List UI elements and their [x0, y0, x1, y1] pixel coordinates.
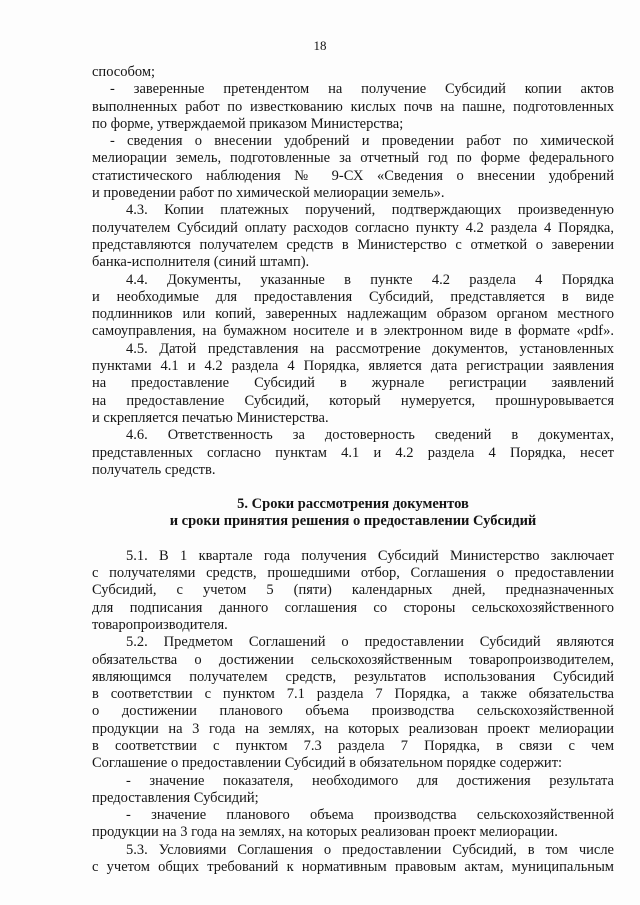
text-line: продукции на 3 года на землях, на которых реализован проект мелиорации.: [92, 824, 558, 841]
text-line: в соответствии с пунктом 7.1 раздела 7 Порядка, а также обязательства: [92, 686, 614, 703]
text-line: - значение показателя, необходимого для достижения результата: [126, 772, 614, 789]
text-line: 4.5. Датой представления на рассмотрение документов, установленных: [126, 340, 614, 357]
text-line: выполненных работ по известкованию кислых почв на пашне, подготовленных: [92, 98, 614, 115]
text-line: и скрепляется печатью Министерства.: [92, 409, 329, 426]
page-number: 18: [313, 38, 327, 53]
text-line: способом;: [92, 64, 156, 80]
text-line: 4.4. Документы, указанные в пункте 4.2 раздела 4 Порядка: [126, 271, 614, 288]
text-line: и необходимые для предоставления Субсидий, представляется в виде: [92, 288, 614, 305]
text-line: на предоставление Субсидий в журнале регистрации заявлений: [92, 375, 614, 392]
text-line: товаропроизводителя.: [92, 616, 228, 633]
text-line: - заверенные претендентом на получение Субсидий копии актов: [110, 81, 614, 98]
text-line: банка-исполнителя (синий штамп).: [92, 254, 310, 271]
text-line: для подписания данного соглашения со стороны сельскохозяйственного: [92, 599, 614, 616]
text-line: обязательства о достижении сельскохозяйственным товаропроизводителем,: [92, 651, 614, 668]
text-line: предоставления Субсидий;: [92, 789, 259, 806]
text-line: представляются получателем средств в Министерство с отметкой о заверении: [92, 236, 614, 253]
text-line: с учетом общих требований к нормативным правовым актам, муниципальным: [92, 859, 614, 876]
text-line: являющимся получателем средств, результатов использования Субсидий: [92, 668, 614, 685]
paragraphs-section-4: [92, 64, 614, 479]
text-line: - сведения о внесении удобрений и проведении работ по химической: [110, 133, 614, 150]
text-line: о достижении планового объема производства сельскохозяйственной: [92, 703, 614, 720]
text-line: пунктами 4.1 и 4.2 раздела 4 Порядка, является дата регистрации заявления: [92, 358, 614, 375]
section-heading-line: 5. Сроки рассмотрения документов: [237, 496, 469, 513]
text-line: получателем Субсидий оплату расходов согласно пункту 4.2 раздела 4 Порядка,: [92, 219, 614, 236]
document-body: [92, 64, 614, 876]
text-line: самоуправления, на бумажном носителе и в электронном виде в формате «pdf».: [92, 323, 614, 340]
text-line: по форме, утверждаемой приказом Министерства;: [92, 115, 404, 132]
text-line: 4.3. Копии платежных поручений, подтверждающих произведенную: [126, 202, 614, 219]
text-line: - значение планового объема производства сельскохозяйственной: [126, 807, 614, 824]
paragraphs-section-5: [92, 548, 614, 877]
text-line: 4.6. Ответственность за достоверность сведений в документах,: [126, 427, 614, 444]
section-heading-line: и сроки принятия решения о предоставлении Субсидий: [169, 513, 537, 530]
text-line: получатель средств.: [92, 461, 216, 478]
text-line: представленных согласно пунктам 4.1 и 4.2 раздела 4 Порядка, несет: [92, 444, 614, 461]
text-line: Соглашение о предоставлении Субсидий в обязательном порядке содержит:: [92, 755, 563, 772]
text-line: Субсидий, с учетом 5 (пяти) календарных дней, предназначенных: [92, 582, 614, 599]
text-line: продукции на 3 года на землях, на которых реализован проект мелиорации: [92, 720, 614, 737]
spacer: [92, 479, 614, 496]
text-line: статистического наблюдения № 9-СХ «Сведения о внесении удобрений: [92, 167, 614, 184]
text-line: 5.3. Условиями Соглашения о предоставлении Субсидий, в том числе: [126, 841, 614, 858]
text-line: в соответствии с пунктом 7.3 раздела 7 Порядка, в связи с чем: [92, 737, 614, 754]
text-line: на предоставление Субсидий, который нумеруется, прошнуровывается: [92, 392, 614, 409]
spacer: [92, 531, 614, 548]
text-line: 5.1. В 1 квартале года получения Субсидий Министерство заключает: [126, 547, 614, 564]
text-line: подлинников или копий, заверенных надлежащим образом органом местного: [92, 306, 614, 323]
text-line: 5.2. Предметом Соглашений о предоставлении Субсидий являются: [126, 634, 614, 651]
text-line: и проведении работ по химической мелиорации земель».: [92, 185, 445, 202]
section-heading: [92, 496, 614, 531]
text-line: с получателями средств, прошедшими отбор, Соглашения о предоставлении: [92, 565, 614, 582]
text-line: мелиорации земель, подготовленные за отчетный год по форме федерального: [92, 150, 614, 167]
